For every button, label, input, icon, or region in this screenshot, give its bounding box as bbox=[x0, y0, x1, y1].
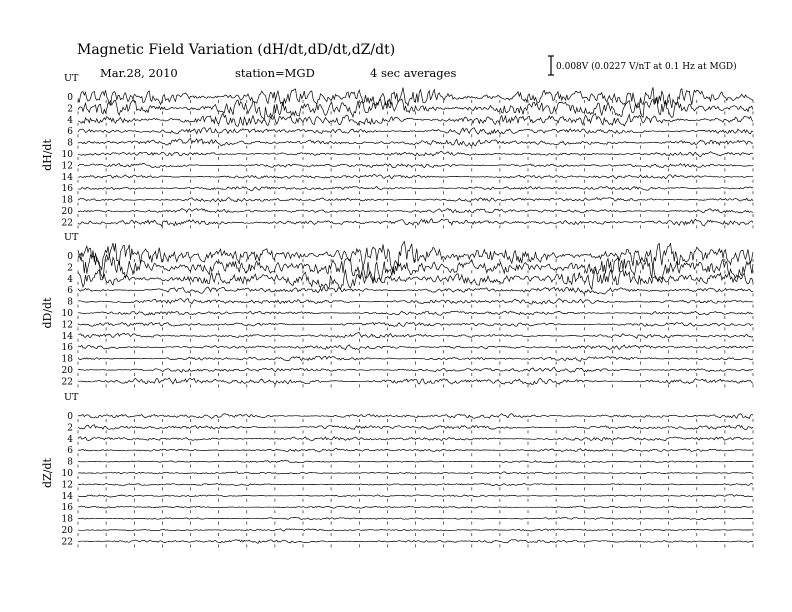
hour-label: 20 bbox=[61, 526, 73, 536]
trace-line bbox=[78, 529, 753, 531]
ut-label: UT bbox=[64, 392, 79, 403]
date-label: Mar.28, 2010 bbox=[100, 66, 178, 80]
hour-label: 22 bbox=[61, 218, 73, 229]
panel-dZ-dt bbox=[41, 392, 753, 547]
trace-line bbox=[78, 87, 753, 108]
trace-line bbox=[78, 460, 753, 462]
trace-line bbox=[78, 299, 753, 305]
hour-label: 16 bbox=[61, 184, 73, 195]
hour-label: 20 bbox=[61, 366, 73, 376]
ut-label: UT bbox=[64, 232, 79, 243]
hour-label: 8 bbox=[67, 297, 73, 308]
hour-label: 22 bbox=[61, 377, 73, 388]
hour-label: 18 bbox=[61, 195, 73, 206]
scale-bar bbox=[548, 56, 737, 75]
component-label: dZ/dt bbox=[41, 458, 54, 488]
hour-label: 4 bbox=[67, 434, 73, 445]
panels-group bbox=[41, 73, 753, 547]
hour-label: 4 bbox=[67, 274, 73, 285]
trace-line bbox=[78, 128, 753, 135]
hour-label: 8 bbox=[67, 457, 73, 468]
trace-line bbox=[78, 437, 753, 441]
hour-label: 2 bbox=[67, 423, 73, 434]
hour-label: 12 bbox=[61, 161, 73, 172]
hour-label: 14 bbox=[61, 491, 73, 502]
hour-label: 10 bbox=[61, 150, 73, 160]
hour-label: 16 bbox=[61, 503, 73, 514]
trace-line bbox=[78, 472, 753, 474]
hour-label: 2 bbox=[67, 263, 73, 274]
hour-label: 14 bbox=[61, 331, 73, 342]
component-label: dD/dt bbox=[41, 297, 54, 329]
hour-label: 8 bbox=[67, 138, 73, 149]
hour-label: 18 bbox=[61, 354, 73, 365]
hour-label: 20 bbox=[61, 207, 73, 217]
trace-line bbox=[78, 367, 753, 372]
scale-note: 0.008V (0.0227 V/nT at 0.1 Hz at MGD) bbox=[556, 62, 737, 72]
trace-line bbox=[78, 518, 753, 520]
hour-label: 10 bbox=[61, 309, 73, 319]
station-label: station=MGD bbox=[235, 66, 315, 80]
trace-line bbox=[78, 449, 753, 453]
hour-label: 6 bbox=[67, 446, 73, 457]
trace-line bbox=[78, 209, 753, 214]
hour-label: 2 bbox=[67, 104, 73, 115]
hour-label: 0 bbox=[67, 412, 73, 422]
trace-line bbox=[78, 506, 753, 508]
trace-line bbox=[78, 378, 753, 385]
trace-line bbox=[78, 139, 753, 147]
trace-line bbox=[78, 333, 753, 339]
trace-line bbox=[78, 356, 753, 361]
hour-label: 4 bbox=[67, 115, 73, 126]
trace-line bbox=[78, 495, 753, 497]
trace-line bbox=[78, 151, 753, 156]
trace-line bbox=[78, 425, 753, 430]
hour-label: 12 bbox=[61, 320, 73, 331]
chart-title: Magnetic Field Variation (dH/dt,dD/dt,dZ/dt) bbox=[77, 42, 396, 58]
hour-label: 16 bbox=[61, 343, 73, 354]
hour-label: 6 bbox=[67, 127, 73, 138]
hour-label: 6 bbox=[67, 286, 73, 297]
trace-line bbox=[78, 242, 753, 272]
trace-line bbox=[78, 540, 753, 544]
hour-label: 0 bbox=[67, 93, 73, 103]
trace-line bbox=[78, 414, 753, 419]
trace-line bbox=[78, 311, 753, 315]
panel-dD-dt bbox=[41, 232, 753, 387]
hour-label: 14 bbox=[61, 172, 73, 183]
hour-label: 22 bbox=[61, 537, 73, 548]
trace-line bbox=[78, 163, 753, 167]
trace-line bbox=[78, 287, 753, 294]
hour-label: 12 bbox=[61, 480, 73, 491]
trace-line bbox=[78, 198, 753, 202]
trace-line bbox=[78, 483, 753, 485]
trace-line bbox=[78, 345, 753, 350]
averaging-label: 4 sec averages bbox=[370, 66, 457, 80]
component-label: dH/dt bbox=[41, 139, 54, 171]
trace-line bbox=[78, 219, 753, 226]
hour-label: 10 bbox=[61, 469, 73, 479]
trace-line bbox=[78, 174, 753, 178]
trace-line bbox=[78, 322, 753, 326]
hour-label: 0 bbox=[67, 252, 73, 262]
trace-line bbox=[78, 186, 753, 191]
ut-label: UT bbox=[64, 73, 79, 84]
panel-dH-dt bbox=[41, 73, 753, 228]
hour-label: 18 bbox=[61, 514, 73, 525]
